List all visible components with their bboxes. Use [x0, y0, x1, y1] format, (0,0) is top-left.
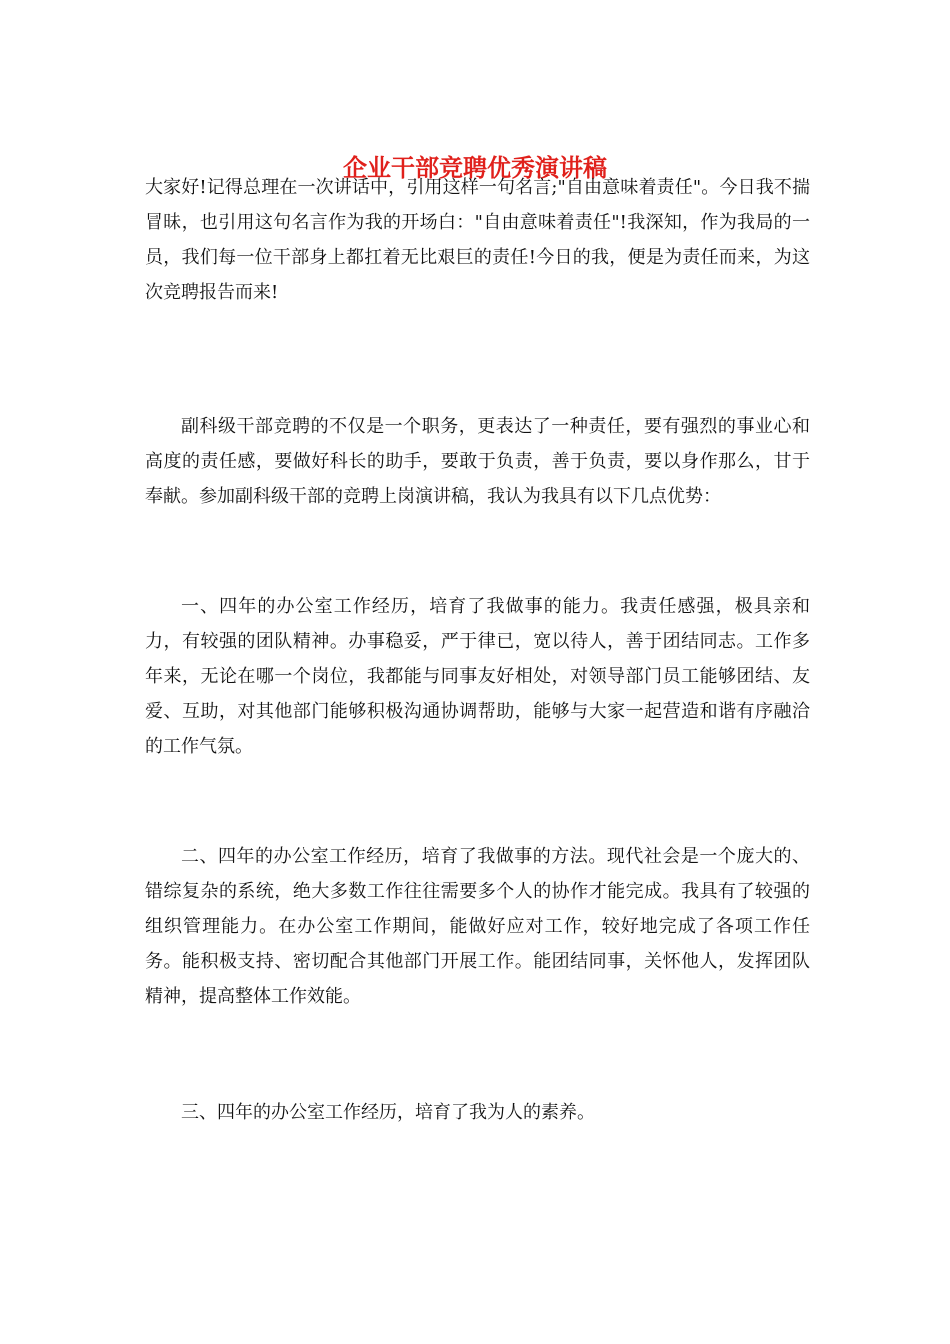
paragraph-intro: 副科级干部竞聘的不仅是一个职务，更表达了一种责任，要有强烈的事业心和高度的责任感，要做好科长的助手，要敢于负责，善于负责，要以身作那么，甘于奉献。参加副科级干部的竞聘上岗演讲稿，我认为我具有以下几点优势：: [145, 416, 810, 507]
paragraph-greeting: 大家好!记得总理在一次讲话中，引用这样一句名言;"自由意味着责任"。今日我不揣冒昧，也引用这句名言作为我的开场白："自由意味着责任"!我深知，作为我局的一员，我们每一位干部身上都扛着无比艰巨的责任!今日的我，便是为责任而来，为这次竞聘报告而来!: [145, 177, 810, 303]
paragraph-point-one: 一、四年的办公室工作经历，培育了我做事的能力。我责任感强，极具亲和力，有较强的团队精神。办事稳妥，严于律已，宽以待人，善于团结同志。工作多年来，无论在哪一个岗位，我都能与同事友好相处，对领导部门员工能够团结、友爱、互助，对其他部门能够积极沟通协调帮助，能够与大家一起营造和谐有序融洽的工作气氛。: [145, 596, 810, 757]
paragraph-point-two: 二、四年的办公室工作经历，培育了我做事的方法。现代社会是一个庞大的、错综复杂的系统，绝大多数工作往往需要多个人的协作才能完成。我具有了较强的组织管理能力。在办公室工作期间，能做好应对工作，较好地完成了各项工作任务。能积极支持、密切配合其他部门开展工作。能团结同事，关怀他人，发挥团队精神，提高整体工作效能。: [145, 846, 810, 1007]
paragraph-point-three: 三、四年的办公室工作经历，培育了我为人的素养。: [181, 1102, 595, 1123]
document-title: 企业干部竞聘优秀演讲稿: [343, 153, 607, 182]
